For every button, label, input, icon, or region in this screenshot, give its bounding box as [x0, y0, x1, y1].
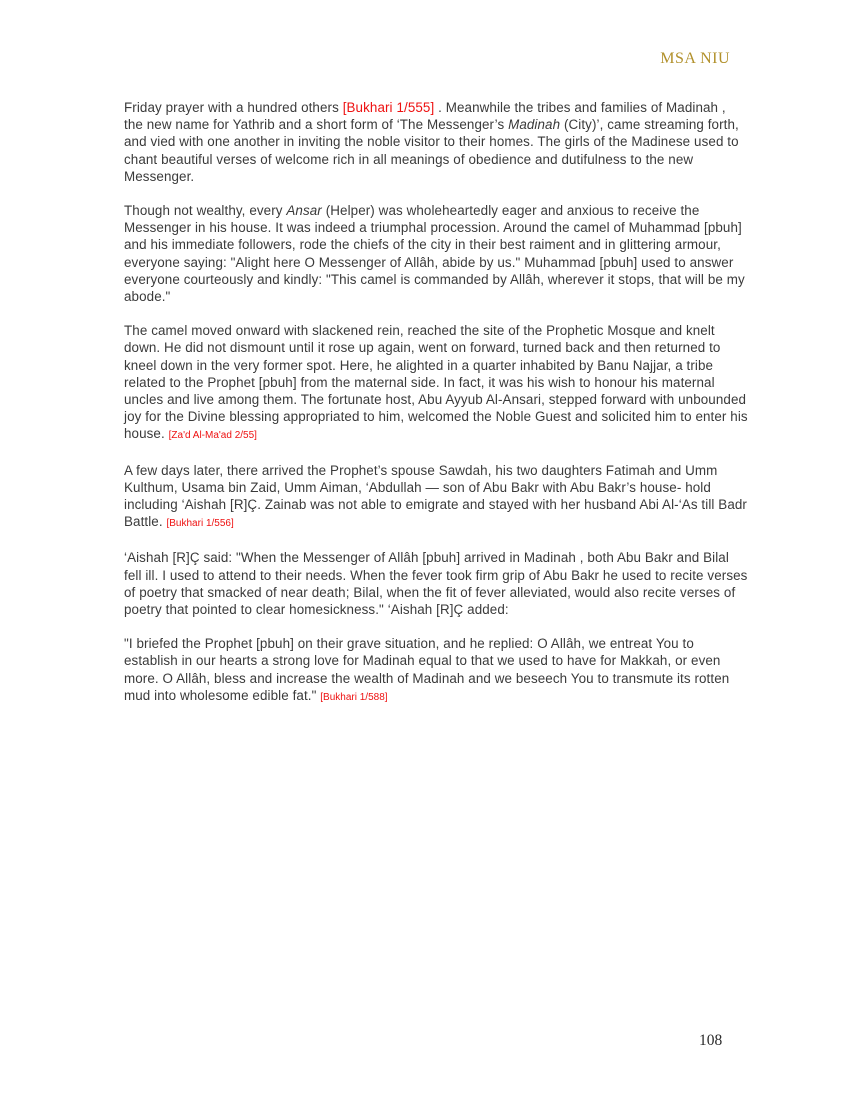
paragraph — [124, 322, 748, 444]
text-run: Friday prayer with a hundred others — [124, 100, 343, 115]
text-run: Though not wealthy, every — [124, 203, 287, 219]
text-run: "I briefed the Prophet [pbuh] on their grave situation, and he replied: O Allâh, we entreat You to establish in our hearts a strong love for Madinah equal to that we used to have for Makkah, or even more. O Allâh, bless and increase the wealth of Madinah and we beseech You to transmute its rotten mud into wholesome edible fat." — [124, 636, 730, 703]
paragraph — [124, 549, 748, 618]
page-header-title: MSA NIU — [660, 50, 730, 67]
citation-ref: [Bukhari 1/588] — [320, 691, 388, 703]
text-run: ‘Aishah [R]Ç said: "When the Messenger of Allâh [pbuh] arrived in Madinah , both Abu Bakr and Bilal fell ill. I used to attend to their needs. When the fever took firm grip of Abu Bakr he used to recite verses of poetry that smacked of near death; Bilal, when the fit of fever alleviated, would also recite verses of poetry that pointed to clear homesickness." ‘Aishah [R]Ç added: — [124, 550, 748, 618]
text-run: The camel moved onward with slackened rein, reached the site of the Prophetic Mosque and knelt down. He did not dismount until it rose up again, went on forward, turned back and then returned to kneel down in the very former spot. Here, he alighted in a quarter inhabited by Banu Najjar, a tribe related to the Prophet [pbuh] from the maternal side. In fact, it was his wish to honour his maternal uncles and live among them. The fortunate host, Abu Ayyub Al-Ansari, stepped forward with unbounded joy for the Divine blessing appropriated to him, welcomed the Noble Guest and solicited him to enter his house. — [124, 323, 748, 442]
citation-ref: [Bukhari 1/555] — [342, 100, 435, 115]
italic-term: Madinah — [508, 117, 561, 133]
text-run: A few days later, there arrived the Prophet’s spouse Sawdah, his two daughters Fatimah and Umm Kulthum, Usama bin Zaid, Umm Aiman, ‘Abdullah — son of Abu Bakr with Abu Bakr’s house- hold including ‘Aishah [R]Ç. Zainab was not able to emigrate and stayed with her husband Abi Al-‘As till Badr Battle. — [124, 462, 747, 530]
body-text — [124, 99, 748, 723]
paragraph — [124, 462, 748, 533]
text-run: (City)’, came streaming forth, and vied with one another in inviting the noble visitor to their homes. The girls of the Madinese used to chant beautiful verses of welcome rich in all meanings of obedience and dutifulness to the new Messenger. — [124, 117, 739, 184]
citation-ref: [Bukhari 1/556] — [166, 518, 234, 530]
page-number: 108 — [699, 1032, 723, 1049]
paragraph — [124, 202, 748, 305]
paragraph — [124, 99, 748, 185]
text-run: (Helper) was wholeheartedly eager and anxious to receive the Messenger in his house. It was indeed a triumphal procession. Around the camel of Muhammad [pbuh] and his immediate followers, rode the chiefs of the city in their best raiment and in glittering armour, everyone saying: "Alight here O Messenger of Allâh, abide by us." Muhammad [pbuh] used to answer everyone courteously and kindly: "This camel is commanded by Allâh, wherever it stops, that will be my abode." — [124, 203, 745, 305]
citation-ref: [Za'd Al-Ma'ad 2/55] — [168, 430, 257, 442]
text-run: . Meanwhile the tribes and families of Madinah , the new name for Yathrib and a short form of ‘The Messenger’s — [124, 100, 726, 133]
paragraph — [124, 635, 748, 706]
italic-term: Ansar — [286, 203, 322, 219]
